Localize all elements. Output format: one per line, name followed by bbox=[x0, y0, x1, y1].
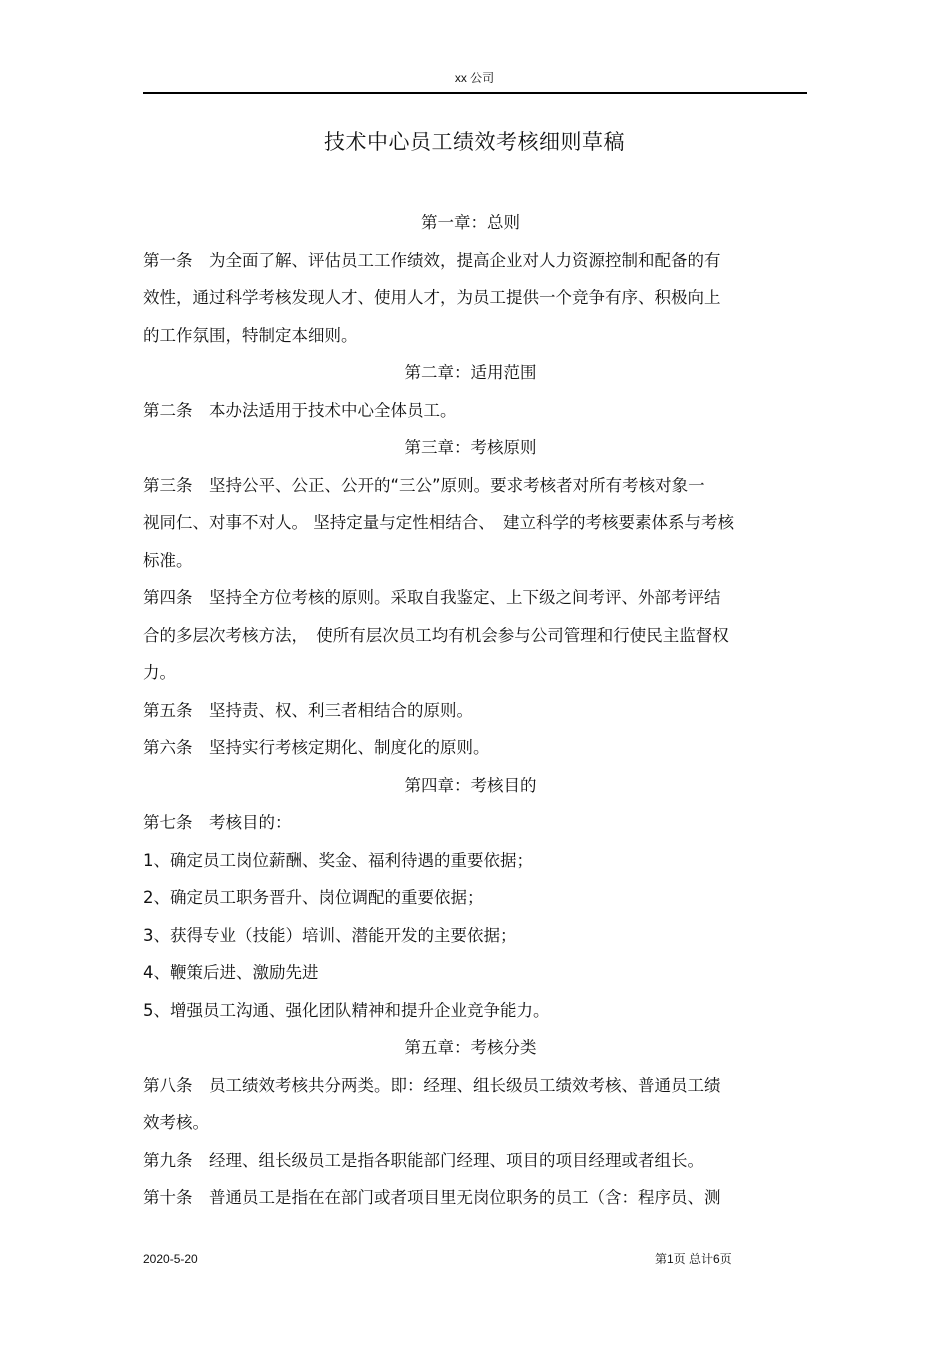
body-line: 5、增强员工沟通、强化团队精神和提升企业竞争能力。 bbox=[143, 1000, 550, 1020]
footer-page-number: 第1页 总计6页 bbox=[655, 1252, 732, 1266]
header-divider bbox=[143, 92, 807, 94]
body-line: 第三条 坚持公平、公正、公开的“三公”原则。要求考核者对所有考核对象一 bbox=[143, 475, 705, 495]
body-line: 第八条 员工绩效考核共分两类。即：经理、组长级员工绩效考核、普通员工绩 bbox=[143, 1075, 721, 1095]
chapter-heading: 第二章：适用范围 bbox=[404, 363, 537, 382]
chapter-heading: 第一章：总则 bbox=[421, 213, 520, 232]
body-line: 4、鞭策后进、激励先进 bbox=[143, 963, 319, 982]
document-body bbox=[143, 204, 795, 1217]
body-line: 第十条 普通员工是指在在部门或者项目里无岗位职务的员工（含：程序员、测 bbox=[143, 1188, 721, 1207]
body-line: 3、获得专业（技能）培训、潜能开发的主要依据； bbox=[143, 925, 517, 945]
body-line: 合的多层次考核方法， 使所有层次员工均有机会参与公司管理和行使民主监督权 bbox=[143, 625, 729, 645]
body-line: 第六条 坚持实行考核定期化、制度化的原则。 bbox=[143, 738, 490, 757]
body-line: 效考核。 bbox=[143, 1113, 209, 1132]
document-title: 技术中心员工绩效考核细则草稿 bbox=[324, 130, 625, 154]
footer-date: 2020-5-20 bbox=[143, 1252, 198, 1266]
body-line: 1、确定员工岗位薪酬、奖金、福利待遇的重要依据； bbox=[143, 850, 533, 870]
body-line: 标准。 bbox=[143, 550, 193, 570]
body-line: 效性，通过科学考核发现人才、使用人才，为员工提供一个竞争有序、积极向上 bbox=[143, 288, 721, 307]
chapter-heading: 第四章：考核目的 bbox=[404, 775, 537, 795]
body-line: 第五条 坚持责、权、利三者相结合的原则。 bbox=[143, 700, 473, 720]
body-line: 2、确定员工职务晋升、岗位调配的重要依据； bbox=[143, 888, 484, 907]
body-line: 的工作氛围，特制定本细则。 bbox=[143, 325, 358, 345]
body-line: 第九条 经理、组长级员工是指各职能部门经理、项目的项目经理或者组长。 bbox=[143, 1150, 704, 1170]
body-line: 第二条 本办法适用于技术中心全体员工。 bbox=[143, 400, 457, 420]
body-line: 第七条 考核目的： bbox=[143, 813, 292, 832]
chapter-heading: 第三章：考核原则 bbox=[404, 438, 537, 457]
header-company: xx 公司 bbox=[454, 71, 495, 85]
body-line: 第一条 为全面了解、评估员工工作绩效，提高企业对人力资源控制和配备的有 bbox=[143, 250, 721, 270]
chapter-heading: 第五章：考核分类 bbox=[404, 1038, 537, 1057]
body-line: 第四条 坚持全方位考核的原则。采取自我鉴定、上下级之间考评、外部考评结 bbox=[143, 588, 721, 607]
body-line: 力。 bbox=[143, 663, 176, 682]
body-line: 视同仁、对事不对人。 坚持定量与定性相结合、 建立科学的考核要素体系与考核 bbox=[143, 513, 734, 532]
